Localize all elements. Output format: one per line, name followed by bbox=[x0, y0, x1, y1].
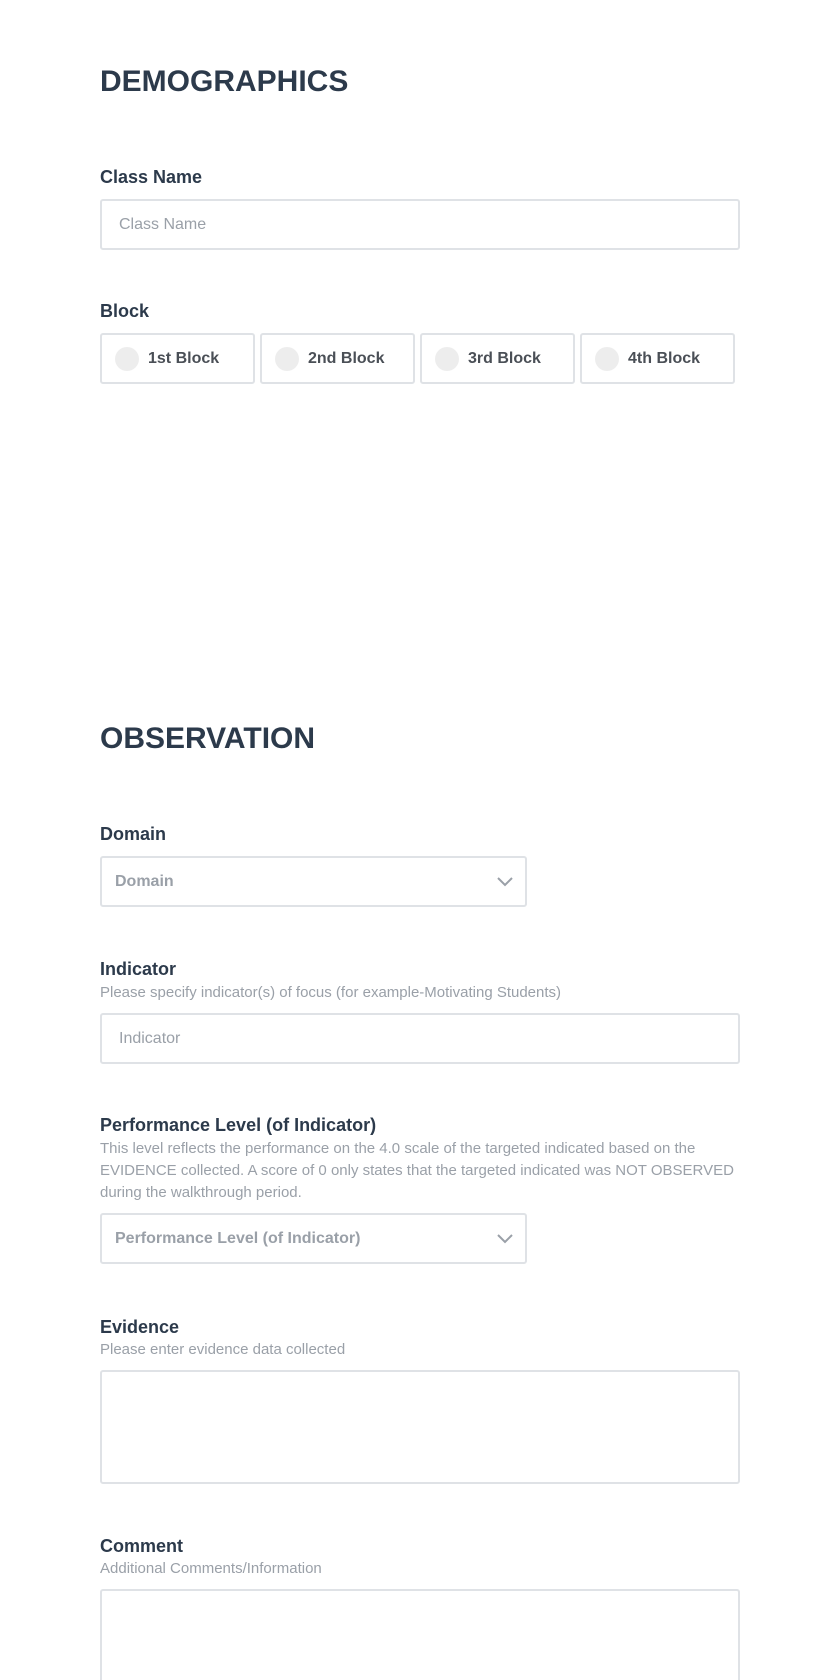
block-option-label: 3rd Block bbox=[468, 349, 541, 367]
radio-circle[interactable] bbox=[275, 347, 299, 371]
block-option-1st[interactable] bbox=[100, 333, 255, 384]
evidence-textarea[interactable] bbox=[100, 1370, 740, 1484]
domain-select-value: Domain bbox=[115, 872, 174, 890]
radio-circle[interactable] bbox=[435, 347, 459, 371]
block-option-4th[interactable] bbox=[580, 333, 735, 384]
indicator-input[interactable] bbox=[100, 1013, 740, 1064]
indicator-label: Indicator bbox=[100, 959, 177, 979]
chevron-down-icon bbox=[485, 858, 525, 905]
block-radio-group bbox=[100, 333, 735, 384]
demographics-heading: DEMOGRAPHICS bbox=[100, 65, 349, 98]
domain-select[interactable] bbox=[100, 856, 527, 907]
evidence-label: Evidence bbox=[100, 1317, 180, 1337]
indicator-helper-text: Please specify indicator(s) of focus (for example-Motivating Students) bbox=[100, 984, 562, 1001]
class-name-input[interactable] bbox=[100, 199, 740, 250]
performance-level-select-value: Performance Level (of Indicator) bbox=[115, 1229, 361, 1247]
performance-level-label: Performance Level (of Indicator) bbox=[100, 1115, 377, 1135]
block-option-label: 1st Block bbox=[148, 349, 220, 367]
performance-level-helper-text: This level reflects the performance on the 4.0 scale of the targeted indicated based on the EVIDENCE collected. A score of 0 only states that the targeted indicated was NOT OBSERVED during the walkthrough period. bbox=[100, 1140, 734, 1201]
comment-textarea[interactable] bbox=[100, 1589, 740, 1680]
radio-circle[interactable] bbox=[115, 347, 139, 371]
block-label: Block bbox=[100, 301, 150, 321]
class-name-label: Class Name bbox=[100, 167, 203, 187]
block-option-2nd[interactable] bbox=[260, 333, 415, 384]
comment-label: Comment bbox=[100, 1536, 184, 1556]
chevron-down-icon bbox=[485, 1215, 525, 1262]
block-option-label: 4th Block bbox=[628, 349, 701, 367]
performance-level-select[interactable] bbox=[100, 1213, 527, 1264]
block-option-3rd[interactable] bbox=[420, 333, 575, 384]
comment-helper-text: Additional Comments/Information bbox=[100, 1560, 322, 1577]
domain-label: Domain bbox=[100, 824, 167, 844]
radio-circle[interactable] bbox=[595, 347, 619, 371]
block-option-label: 2nd Block bbox=[308, 349, 385, 367]
evidence-helper-text: Please enter evidence data collected bbox=[100, 1341, 346, 1358]
observation-heading: OBSERVATION bbox=[100, 722, 316, 755]
